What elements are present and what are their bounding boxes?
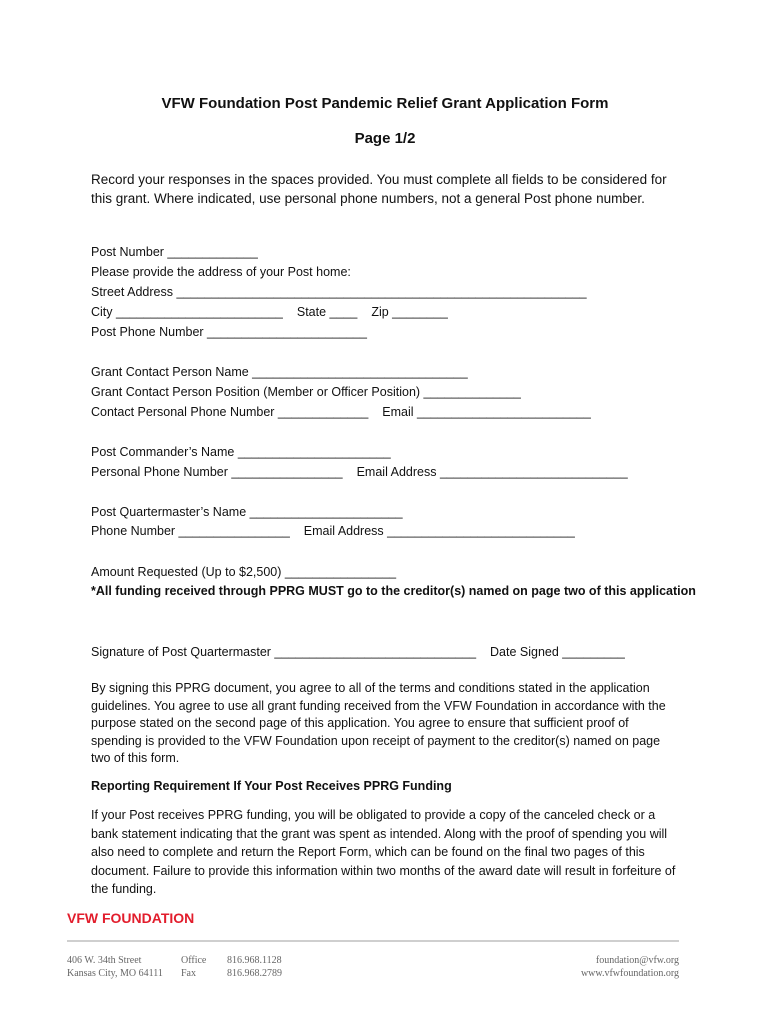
form-title: VFW Foundation Post Pandemic Relief Grant Application Form [161,95,609,112]
footer-web-contact [581,954,679,980]
commander-phone-field[interactable]: Personal Phone Number ________________ [91,465,343,479]
funding-note: *All funding received through PPRG MUST go to the creditor(s) named on page two of this application [91,584,696,598]
intro-text: Record your responses in the spaces provided. You must complete all fields to be considered for this grant. Where indicated, use personal phone numbers, not a general Post phone number. [91,172,667,206]
footer-address [67,954,163,980]
footer-city: Kansas City, MO 64111 [67,968,163,979]
signature-field[interactable]: Signature of Post Quartermaster _____________________________ [91,645,477,659]
contact-phone-email-row [91,405,591,419]
quartermaster-name-field[interactable]: Post Quartermaster’s Name ______________________ [91,505,403,519]
vfw-foundation-logo: VFW FOUNDATION [67,910,195,926]
amount-requested-field[interactable]: Amount Requested (Up to $2,500) ________________ [91,565,397,579]
footer-website-link[interactable]: www.vfwfoundation.org [580,968,679,979]
commander-name-field[interactable]: Post Commander’s Name ______________________ [91,445,391,459]
post-number-field[interactable]: Post Number _____________ [91,245,258,259]
signature-row [91,645,625,659]
state-field[interactable]: State ____ [296,305,358,319]
footer-street: 406 W. 34th Street [67,955,142,966]
reporting-paragraph: If your Post receives PPRG funding, you will be obligated to provide a copy of the canceled check or a bank statement indicating that the grant was spent as intended. Along with the proof of spending you will also need to complete and return the Report Form, which can be found on the final two pages of this document. Failure to provide this information within two months of the award date will result in forfeiture of the funding. [91,808,676,897]
footer-office-label: Office [181,955,207,966]
footer-fax-label: Fax [181,968,196,979]
page-label: Page 1/2 [354,130,416,147]
city-state-zip-row [91,305,448,319]
address-prompt: Please provide the address of your Post home: [91,265,351,279]
zip-field[interactable]: Zip ________ [371,305,448,319]
footer-phone-numbers [227,954,282,980]
footer-fax-phone: 816.968.2789 [227,968,282,979]
street-address-field[interactable]: Street Address ___________________________________________________________ [91,285,587,299]
footer-divider [67,940,679,942]
footer-email-link[interactable]: foundation@vfw.org [595,955,679,966]
contact-position-field[interactable]: Grant Contact Person Position (Member or Officer Position) ______________ [91,385,521,399]
date-signed-field[interactable]: Date Signed _________ [490,645,625,659]
commander-contact-row [91,465,628,479]
reporting-heading: Reporting Requirement If Your Post Receives PPRG Funding [91,779,452,793]
agreement-paragraph: By signing this PPRG document, you agree to all of the terms and conditions stated in the application guidelines. You agree to use all grant funding received from the VFW Foundation in accordance with the purpose stated on the second page of this application. You agree to ensure that sufficient proof of spending is provided to the VFW Foundation upon receipt of payment to the creditor(s) named on page two of this form. [91,681,666,766]
footer-phone-labels [181,954,206,980]
contact-email-field[interactable]: Email _________________________ [382,405,591,419]
contact-phone-field[interactable]: Contact Personal Phone Number _____________ [91,405,369,419]
post-phone-field[interactable]: Post Phone Number _______________________ [91,325,367,339]
contact-name-field[interactable]: Grant Contact Person Name _______________________________ [91,365,468,379]
footer-office-phone: 816.968.1128 [227,955,282,966]
quartermaster-email-field[interactable]: Email Address ___________________________ [303,524,575,538]
commander-email-field[interactable]: Email Address ___________________________ [356,465,628,479]
quartermaster-contact-row [91,524,575,538]
city-field[interactable]: City ________________________ [91,305,283,319]
quartermaster-phone-field[interactable]: Phone Number ________________ [91,524,290,538]
